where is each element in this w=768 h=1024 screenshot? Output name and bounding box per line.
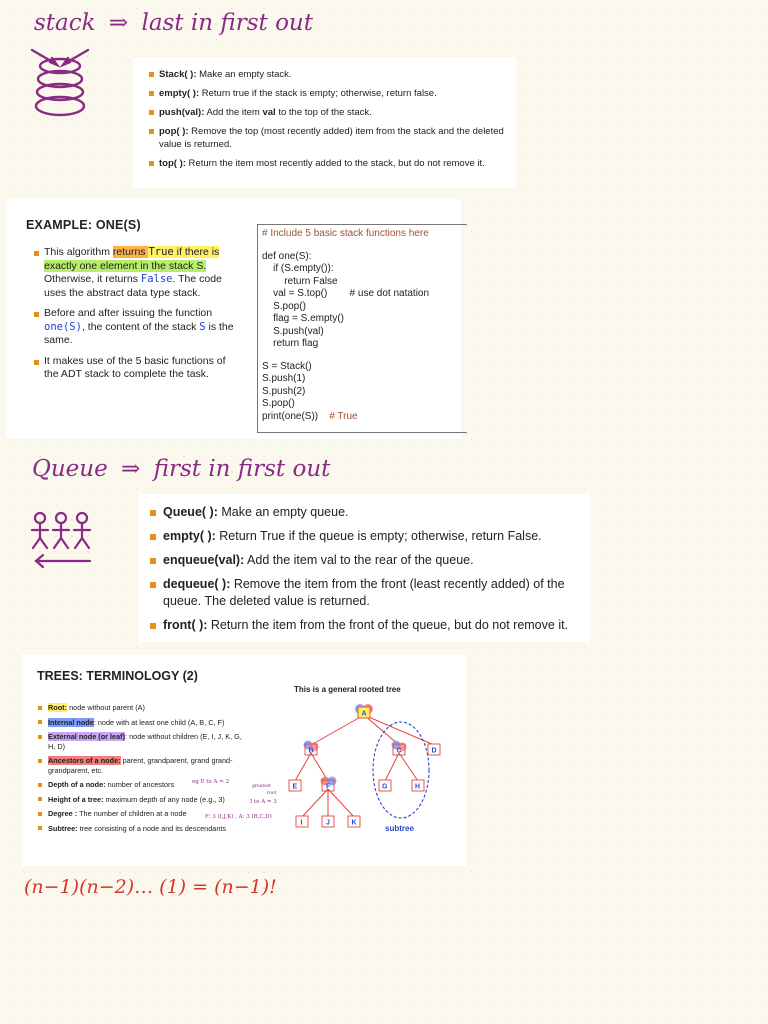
svg-text:B: B [308,747,314,755]
text: This algorithm [44,246,113,258]
queue-op-item [150,528,580,545]
queue-op-item [150,576,580,610]
tree-node-a [358,707,370,718]
stack-op-item [149,125,504,151]
tree-edge [295,753,311,781]
svg-text:D: D [431,747,437,755]
term-item [38,703,246,713]
text: Otherwise, it returns [44,273,141,285]
svg-text:J: J [326,819,330,827]
code-text: print(one(S)) [262,410,319,422]
term-name: Subtree: [48,823,78,833]
op-name: push(val): [159,107,205,118]
highlight: returns [112,246,149,258]
op-desc: Make an empty queue. [217,505,349,519]
height-annotation-top2: root [267,791,277,796]
term-desc: number of ancestors [105,780,175,789]
text: Before and after issuing the function [44,307,213,319]
term-item [38,824,246,834]
code-line: S.push(2) [262,385,306,397]
term-desc: The number of children at a node [77,809,187,818]
tree-node-j [322,816,334,827]
tree-edge [364,715,399,745]
tree-node-h [412,780,424,791]
code-line: if (S.empty()): [262,263,334,274]
code-line: flag = S.empty() [262,313,344,324]
code-line: return False [262,275,338,287]
code-line: S.pop() [262,300,306,312]
stack-heading-word: stack [34,10,96,36]
tree-node-g [379,780,391,791]
op-desc: Return the item from the front of the queue, but do not remove it. [207,618,569,632]
code-line: S.push(val) [262,325,324,337]
stack-op-item [149,157,504,170]
tree-edge [385,753,399,781]
tree-caption: This is a general rooted tree [294,685,401,694]
rooted-tree-diagram [280,695,460,845]
term-item [38,732,246,751]
term-name: Height of a tree: [48,794,104,804]
term-desc: node without parent (A) [67,703,145,712]
highlight: if there is [173,246,220,258]
subtree-outline [373,722,429,818]
op-name: empty( ): [159,88,200,99]
stack-op-item [149,68,504,81]
term-item [38,718,246,728]
stack-tagline: last in first out [141,10,313,36]
op-name: top( ): [159,158,186,169]
code-line: return flag [262,338,319,349]
tree-node-e [289,780,301,791]
stack-operations-card [133,57,516,188]
op-name: dequeue( ): [163,577,231,591]
example-bullet [34,355,239,382]
svg-text:C: C [396,747,402,755]
op-desc: Add the item val to the rear of the queue. [244,553,474,567]
tree-edge [311,715,364,745]
term-desc: maximum depth of any node (e.g., 3) [103,794,225,804]
text: . The code uses the abstract data type stack. [44,273,222,299]
term-name: Root: [48,703,68,712]
factorial-formula: (n−1)(n−2)… (1) = (n−1)! [24,876,277,898]
text: is the same. [44,320,234,346]
svg-text:I: I [300,819,303,827]
text: , the content of the stack [81,320,200,333]
svg-text:H: H [415,783,421,791]
trees-terminology-card [22,655,466,866]
op-desc: Remove the item from the front (least recently added) of the queue. The deleted value is returned. [163,577,565,608]
queue-op-item [150,617,580,634]
svg-text:A: A [361,710,367,718]
depth-annotation: eg E to A = 2 [192,779,230,785]
code-comment: # Include 5 basic stack functions here [262,228,429,239]
term-name: Ancestors of a node: [48,756,121,765]
tree-node-i [296,816,308,827]
svg-text:K: K [351,819,357,827]
tree-edge [302,789,328,817]
svg-text:E: E [292,783,298,791]
op-name: empty( ): [163,529,216,543]
tree-node-d [428,744,440,755]
op-desc: to the top of the stack. [275,107,372,118]
tree-edge [328,789,354,817]
op-name: Stack( ): [159,69,197,80]
op-desc: Make an empty stack. [196,69,292,80]
op-param: val [262,107,276,118]
degree-annotation: F: 3 (I,J,K) , A: 3 (B,C,D) [205,814,272,820]
svg-text:F: F [326,783,331,791]
code-line: def one(S): [262,250,312,262]
code-line [262,288,463,301]
term-name: Internal node [48,717,94,727]
stack-doodle-icon [26,42,98,122]
code-true: True [148,246,174,258]
op-name: enqueue(val): [163,553,245,567]
tree-node-k [348,816,360,827]
stack-heading [34,10,313,36]
example-bullet [34,307,239,348]
code-comment: # True [329,410,358,422]
term-name: Degree : [48,809,78,818]
example-bullet [34,246,239,300]
svg-text:G: G [382,783,388,791]
term-desc: parent, grandparent, grand grand-grandparent, etc. [48,756,233,775]
op-name: Queue( ): [163,505,218,519]
code-block [257,224,467,433]
queue-heading [32,456,330,482]
op-desc: Return True if the queue is empty; otherwise, return False. [215,529,542,543]
term-desc: tree consisting of a node and its descendants [77,823,227,833]
stack-op-item [149,87,504,100]
queue-op-item [150,504,580,521]
term-name: Depth of a node: [48,780,106,789]
op-desc: Return true if the stack is empty; otherwise, return false. [199,88,437,99]
queue-operations-card [138,494,590,642]
height-annotation: I to A = 3 [250,799,277,805]
text: It makes use of the 5 basic functions of the ADT stack to complete the task. [44,354,226,380]
tree-edge [399,753,418,781]
stack-op-item [149,106,504,119]
term-name: External node (or leaf) [48,732,126,741]
arrow-icon: ⇒ [108,10,129,36]
example-bullets [34,246,239,389]
term-item [38,795,246,805]
queue-heading-word: Queue [32,456,108,482]
code-comment: # use dot natation [349,288,430,299]
op-desc: Remove the top (most recently added) item from the stack and the deleted value is returned. [159,126,504,150]
op-name: pop( ): [159,126,189,137]
term-item [38,756,246,775]
code-false: False [140,273,173,285]
example-one-card [6,199,461,439]
code-func: one(S) [44,320,82,333]
height-annotation-top: greatest [252,784,271,789]
code-text: val = S.top() [262,288,328,299]
code-var: S [199,320,206,333]
op-desc: Return the item most recently added to the stack, but do not remove it. [185,158,485,169]
example-title: EXAMPLE: ONE(S) [26,218,141,232]
subtree-label: subtree [385,824,414,833]
op-desc: Add the item [204,107,263,118]
code-line: S = Stack() [262,360,312,372]
term-desc: : node without children (E, I, J, K, G, H, D) [48,732,242,751]
queue-people-doodle-icon [26,508,98,572]
term-desc: : node with at least one child (A, B, C, F) [93,717,225,727]
code-line: S.pop() [262,398,295,409]
code-line [262,411,463,424]
arrow-icon: ⇒ [121,456,141,482]
queue-tagline: first in first out [153,456,331,482]
code-line: S.push(1) [262,373,306,384]
op-name: front( ): [163,618,208,632]
queue-op-item [150,552,580,569]
highlight: exactly one element in the stack S. [44,259,207,272]
trees-title: TREES: TERMINOLOGY (2) [37,669,198,683]
